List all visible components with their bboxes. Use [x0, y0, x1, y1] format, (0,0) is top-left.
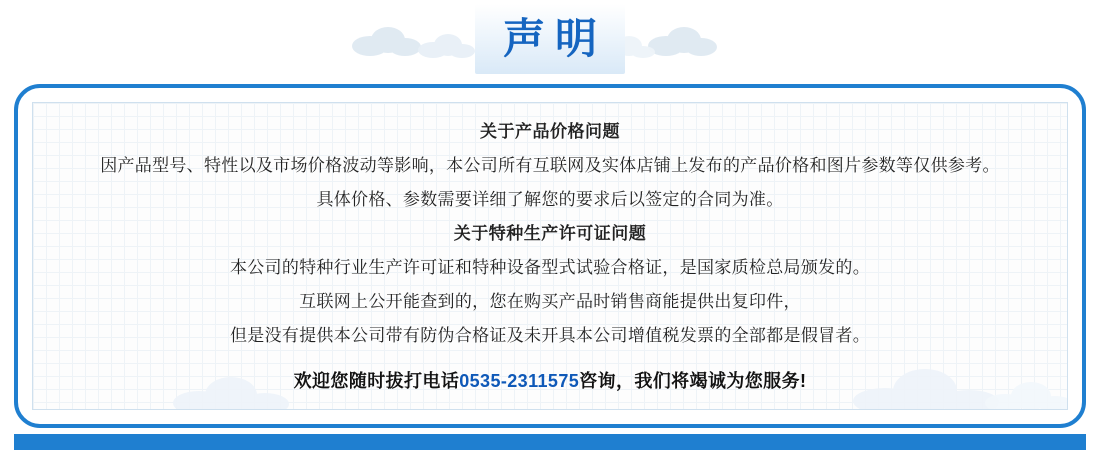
statement-panel-inner [32, 102, 1068, 410]
cloud-icon [352, 22, 422, 56]
section-price-line-2: 具体价格、参数需要详细了解您的要求后以签定的合同为准。 [316, 190, 784, 209]
page-header [0, 0, 1100, 80]
section-price-line-1: 因产品型号、特性以及市场价格波动等影响，本公司所有互联网及实体店铺上发布的产品价格和图片参数等仅供参考。 [100, 156, 1000, 175]
section-license-line-2: 互联网上公开能查到的，您在购买产品时销售商能提供出复印件， [299, 292, 801, 311]
bottom-bar-right-cap [1086, 434, 1100, 450]
section-license-line-3: 但是没有提供本公司带有防伪合格证及未开具本公司增值税发票的全部都是假冒者。 [229, 326, 871, 345]
contact-phone-number[interactable]: 0535-2311575 [459, 371, 580, 391]
section-license-line-1: 本公司的特种行业生产许可证和特种设备型式试验合格证，是国家质检总局颁发的。 [229, 258, 871, 277]
statement-panel [14, 84, 1086, 428]
section-heading-price: 关于产品价格问题 [480, 122, 620, 141]
page-title-box [475, 4, 625, 74]
cloud-icon [648, 22, 718, 56]
cloud-icon [418, 30, 476, 58]
contact-suffix: 咨询，我们将竭诚为您服务! [579, 371, 807, 391]
page-title: 声明 [502, 14, 607, 63]
statement-content [33, 103, 1067, 401]
bottom-bar-left-cap [0, 434, 14, 450]
bottom-accent-bar [0, 434, 1100, 450]
contact-line [33, 361, 1067, 401]
section-heading-license: 关于特种生产许可证问题 [453, 224, 647, 243]
contact-prefix: 欢迎您随时拔打电话 [293, 371, 460, 391]
